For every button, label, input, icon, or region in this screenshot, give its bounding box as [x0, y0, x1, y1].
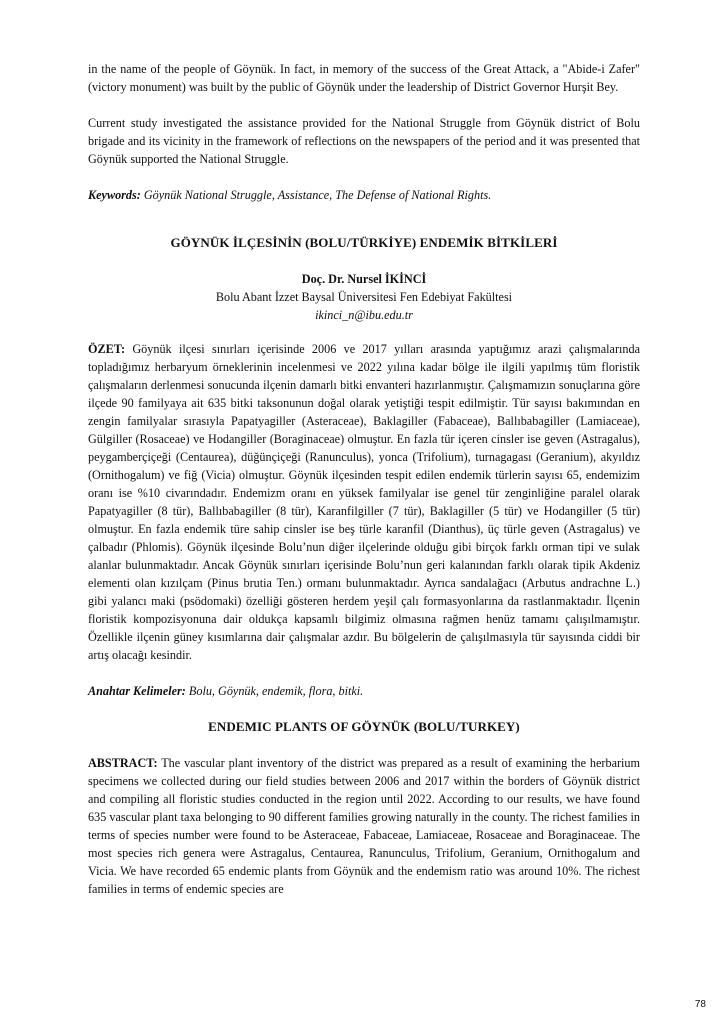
intro-paragraph-2: Current study investigated the assistance provided for the National Struggle from Göynük district of Bolu brigade and its vicinity in the framework of reflections on the newspapers of the period and it was presented that Göynük supported the National Struggle. [88, 116, 640, 166]
abstract-text: The vascular plant inventory of the district was prepared as a result of examining the herbarium specimens we collected during our field studies between 2006 and 2017 within the borders of Göynük district and compiling all floristic studies conducted in the region until 2022. According to our results, we have found 635 vascular plant taxa belonging to 90 different families growing naturally in the county. The richest families in terms of species number were found to be Asteraceae, Fabaceae, Lamiaceae, Rosaceae and Boraginaceae. The most species rich genera were Astragalus, Centaurea, Ranunculus, Trifolium, Geranium, Ornithogalum and Vicia. We have recorded 65 endemic plants from Göynük and the endemism ratio was around 10%. The richest families in terms of endemic species are [88, 756, 641, 896]
abstract-label: ABSTRACT: [88, 756, 158, 770]
author-affiliation: Bolu Abant İzzet Baysal Üniversitesi Fen Edebiyat Fakültesi [215, 290, 513, 304]
page-content [88, 60, 640, 898]
abstract-paragraph [88, 754, 640, 898]
author-name: Doç. Dr. Nursel İKİNCİ [301, 272, 427, 286]
ozet-paragraph [88, 340, 640, 664]
keywords-label: Keywords: [88, 188, 141, 202]
intro-paragraph-1: in the name of the people of Göynük. In fact, in memory of the success of the Great Attack, a "Abide-i Zafer" (victory monument) was built by the public of Göynük under the leadership of District Governor Hurşit Bey. [88, 62, 640, 94]
ozet-text: Göynük ilçesi sınırları içerisinde 2006 ve 2017 yılları arasında yaptığımız arazi çalışmalarında topladığımız herbaryum örneklerinin incelenmesi ve 2022 yılına kadar bölge ile ilgili yapılmış tüm floristik çalışmaların derlenmesi sonucunda ilçenin damarlı bitki envanteri hazırlanmıştır. Çalışmamızın sonuçlarına göre ilçede 90 familyaya ait 635 bitki taksonunun doğal olarak yetiştiği tespit edilmiştir. Tür sayısı bakımından en zengin familyalar sırasıyla Papatyagiller (Asteraceae), Baklagiller (Fabaceae), Ballıbabagiller (Lamiaceae), Gülgiller (Rosaceae) ve Hodangiller (Boraginaceae) olmuştur. En fazla tür içeren cinsler ise geven (Astragalus), peygamberçiçeği (Centaurea), düğünçiçeği (Ranunculus), yonca (Trifolium), turnagagası (Geranium), akyıldız (Ornithogalum) ve fiğ (Vicia) olmuştur. Göynük ilçesinden tespit edilen endemik türlerin sayısı 65, endemizim oranı ise %10 civarındadır. Endemizm oranı en yüksek familyalar ise genel tür zenginliğine paralel olarak Papatyagiller (8 tür), Ballıbabagiller (8 tür), Karanfilgiller (7 tür), Baklagiller (5 tür) ve Hodangiller (5 tür) olmuştur. En fazla endemik türe sahip cinsler ise beş türle karanfil (Dianthus), üç türle geven (Astragalus) ve çalbadır (Phlomis). Göynük ilçesinde Bolu’nun diğer ilçelerinde olduğu gibi birçok farklı orman tipi ve sulak alanlar bulunmaktadır. Ancak Göynük sınırları içerisinde Bolu’nun geri kalanından farklı olarak tipik Akdeniz elementi olan kızılçam (Pinus brutia Ten.) ormanı bulunmaktadır. Ayrıca sandalağacı (Arbutus andrachne L.) gibi yalancı maki (psödomaki) özelliği gösteren herdem yeşil çalı formasyonlarına da rastlanmaktadır. İlçenin floristik kompozisyonuna dair oldukça kapsamlı bilgimiz olmasına rağmen henüz tamamı çalışılmamıştır. Özellikle ilçenin güney kısımlarına dair çalışmalar azdır. Bu bölgelerin de çalışılmasıyla tür sayısında ciddi bir artış olacağı kesindir. [88, 342, 641, 662]
anahtar-kelimeler-text: Bolu, Göynük, endemik, flora, bitki. [188, 684, 364, 698]
page-number: 78 [694, 999, 706, 1010]
ozet-label: ÖZET: [88, 342, 126, 356]
tr-article-title: GÖYNÜK İLÇESİNİN (BOLU/TÜRKİYE) ENDEMİK BİTKİLERİ [170, 235, 558, 250]
intro-keywords [88, 186, 640, 204]
en-article-title: ENDEMIC PLANTS OF GÖYNÜK (BOLU/TURKEY) [208, 719, 520, 734]
keywords-text: Göynük National Struggle, Assistance, The Defense of National Rights. [143, 188, 492, 202]
anahtar-kelimeler-label: Anahtar Kelimeler: [88, 684, 186, 698]
tr-keywords [88, 682, 640, 700]
author-email: ikinci_n@ibu.edu.tr [315, 308, 413, 322]
